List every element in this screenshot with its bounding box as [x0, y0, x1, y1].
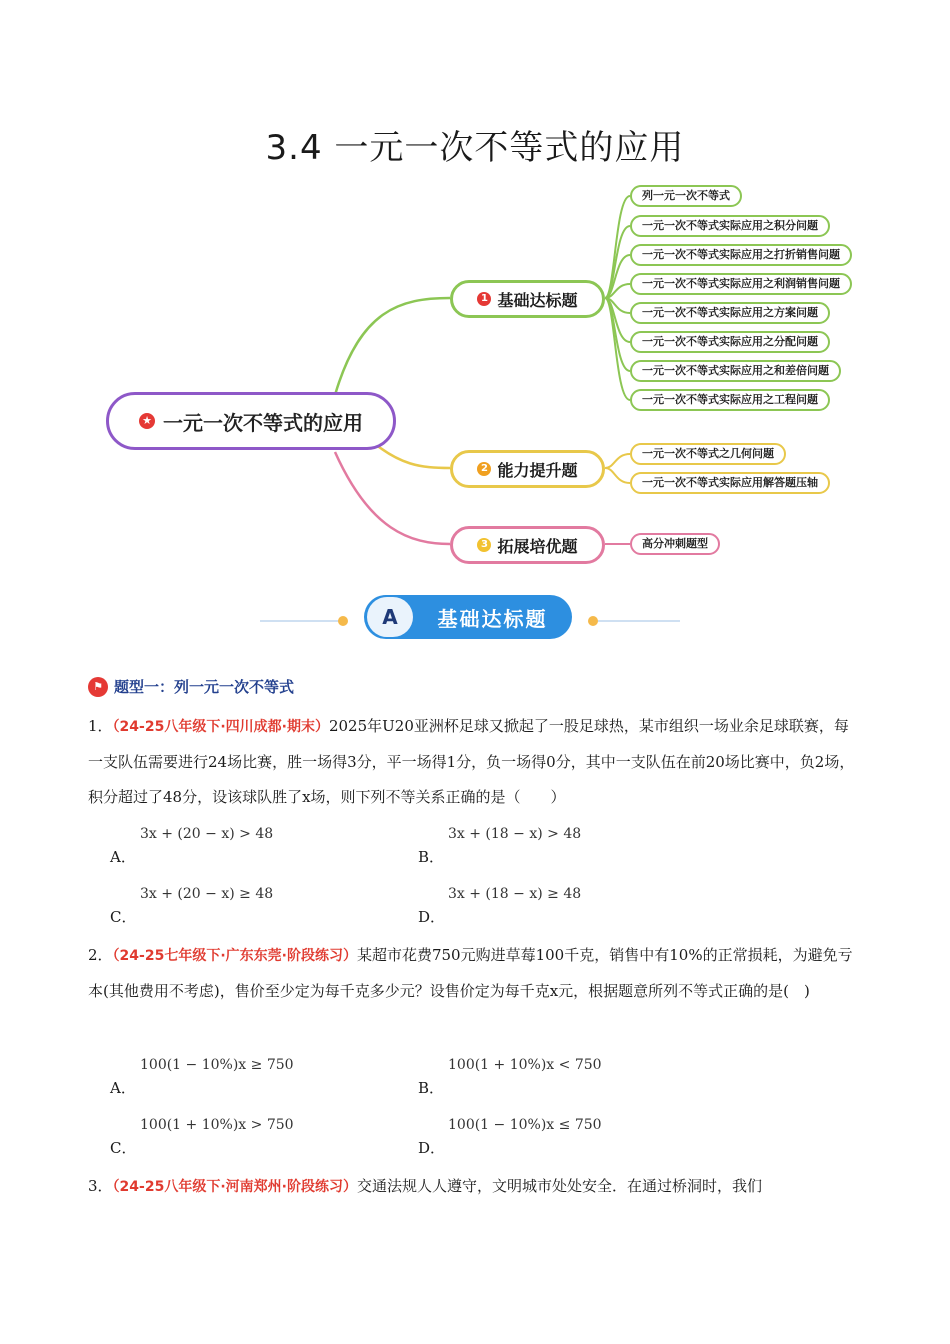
mindmap-leaf: 一元一次不等式实际应用之工程问题 [630, 389, 830, 411]
mindmap-leaf: 一元一次不等式实际应用解答题压轴 [630, 472, 830, 494]
mindmap-leaf: 高分冲刺题型 [630, 533, 720, 555]
branch-basic: 1 基础达标题 [450, 280, 605, 318]
mindmap-root: ★ 一元一次不等式的应用 [106, 392, 396, 450]
mindmap-leaf: 一元一次不等式实际应用之方案问题 [630, 302, 830, 324]
banner-label: 基础达标题 [437, 606, 548, 631]
question-1: 1．（24-25八年级下·四川成都·期末）2025年U20亚洲杯足球又掀起了一股足球热，某市组织一场业余足球联赛，每一支队伍需要进行24场比赛，胜一场得3分，平一场得1分，负一场得0分，其中一支队伍在前20场比赛中，负2场，积分超过了48分，设该球队胜了x场，则下列不等关系正确的是（ ） [88, 717, 855, 806]
question-text: 2025年U20亚洲杯足球又掀起了一股足球热，某市组织一场业余足球联赛，每一支队伍需要进行24场比赛，胜一场得3分，平一场得1分，负一场得0分，其中一支队伍在前20场比赛中，负2场，积分超过了48分，设该球队胜了x场，则下列不等关系正确的是（ ） [88, 717, 855, 806]
question-3: 3．（24-25八年级下·河南郑州·阶段练习）交通法规人人遵守，文明城市处处安全．在通过桥洞时，我们 [88, 1177, 762, 1195]
question-source: （24-25七年级下·广东东莞·阶段练习） [112, 948, 357, 964]
question-source: （24-25八年级下·四川成都·期末） [112, 719, 329, 735]
number-badge-icon: 1 [477, 292, 491, 306]
mindmap-leaf: 一元一次不等式实际应用之分配问题 [630, 331, 830, 353]
branch-advanced: 2 能力提升题 [450, 450, 605, 488]
question-text: 某超市花费750元购进草莓100千克，销售中有10%的正常损耗，为避免亏本(其他费用不考虑)，售价至少定为每千克多少元？设售价定为每千克x元，根据题意所列不等式正确的是( ) [88, 946, 853, 1000]
page-title: 3.4 一元一次不等式的应用 [265, 128, 685, 168]
star-badge-icon: ★ [139, 413, 155, 429]
section-banner [364, 595, 572, 639]
question-source: （24-25八年级下·河南郑州·阶段练习） [112, 1179, 357, 1195]
mindmap-leaf: 列一元一次不等式 [630, 185, 742, 207]
question-text: 交通法规人人遵守，文明城市处处安全．在通过桥洞时，我们 [356, 1177, 762, 1195]
number-badge-icon: 2 [477, 462, 491, 476]
mindmap-leaf: 一元一次不等式实际应用之利润销售问题 [630, 273, 852, 295]
number-badge-icon: 3 [477, 538, 491, 552]
section-heading: ⚑ 题型一：列一元一次不等式 [88, 676, 294, 697]
mindmap-leaf: 一元一次不等式实际应用之打折销售问题 [630, 244, 852, 266]
banner-letter: A [367, 597, 413, 637]
question-2: 2．（24-25七年级下·广东东莞·阶段练习）某超市花费750元购进草莓100千克，销售中有10%的正常损耗，为避免亏本(其他费用不考虑)，售价至少定为每千克多少元？设售价定为每千克x元，根据题意所列不等式正确的是( ) [88, 946, 853, 1000]
flag-icon: ⚑ [88, 677, 108, 697]
branch-extension: 3 拓展培优题 [450, 526, 605, 564]
mindmap-leaf: 一元一次不等式之几何问题 [630, 443, 786, 465]
mindmap-leaf: 一元一次不等式实际应用之和差倍问题 [630, 360, 841, 382]
mindmap-leaf: 一元一次不等式实际应用之积分问题 [630, 215, 830, 237]
